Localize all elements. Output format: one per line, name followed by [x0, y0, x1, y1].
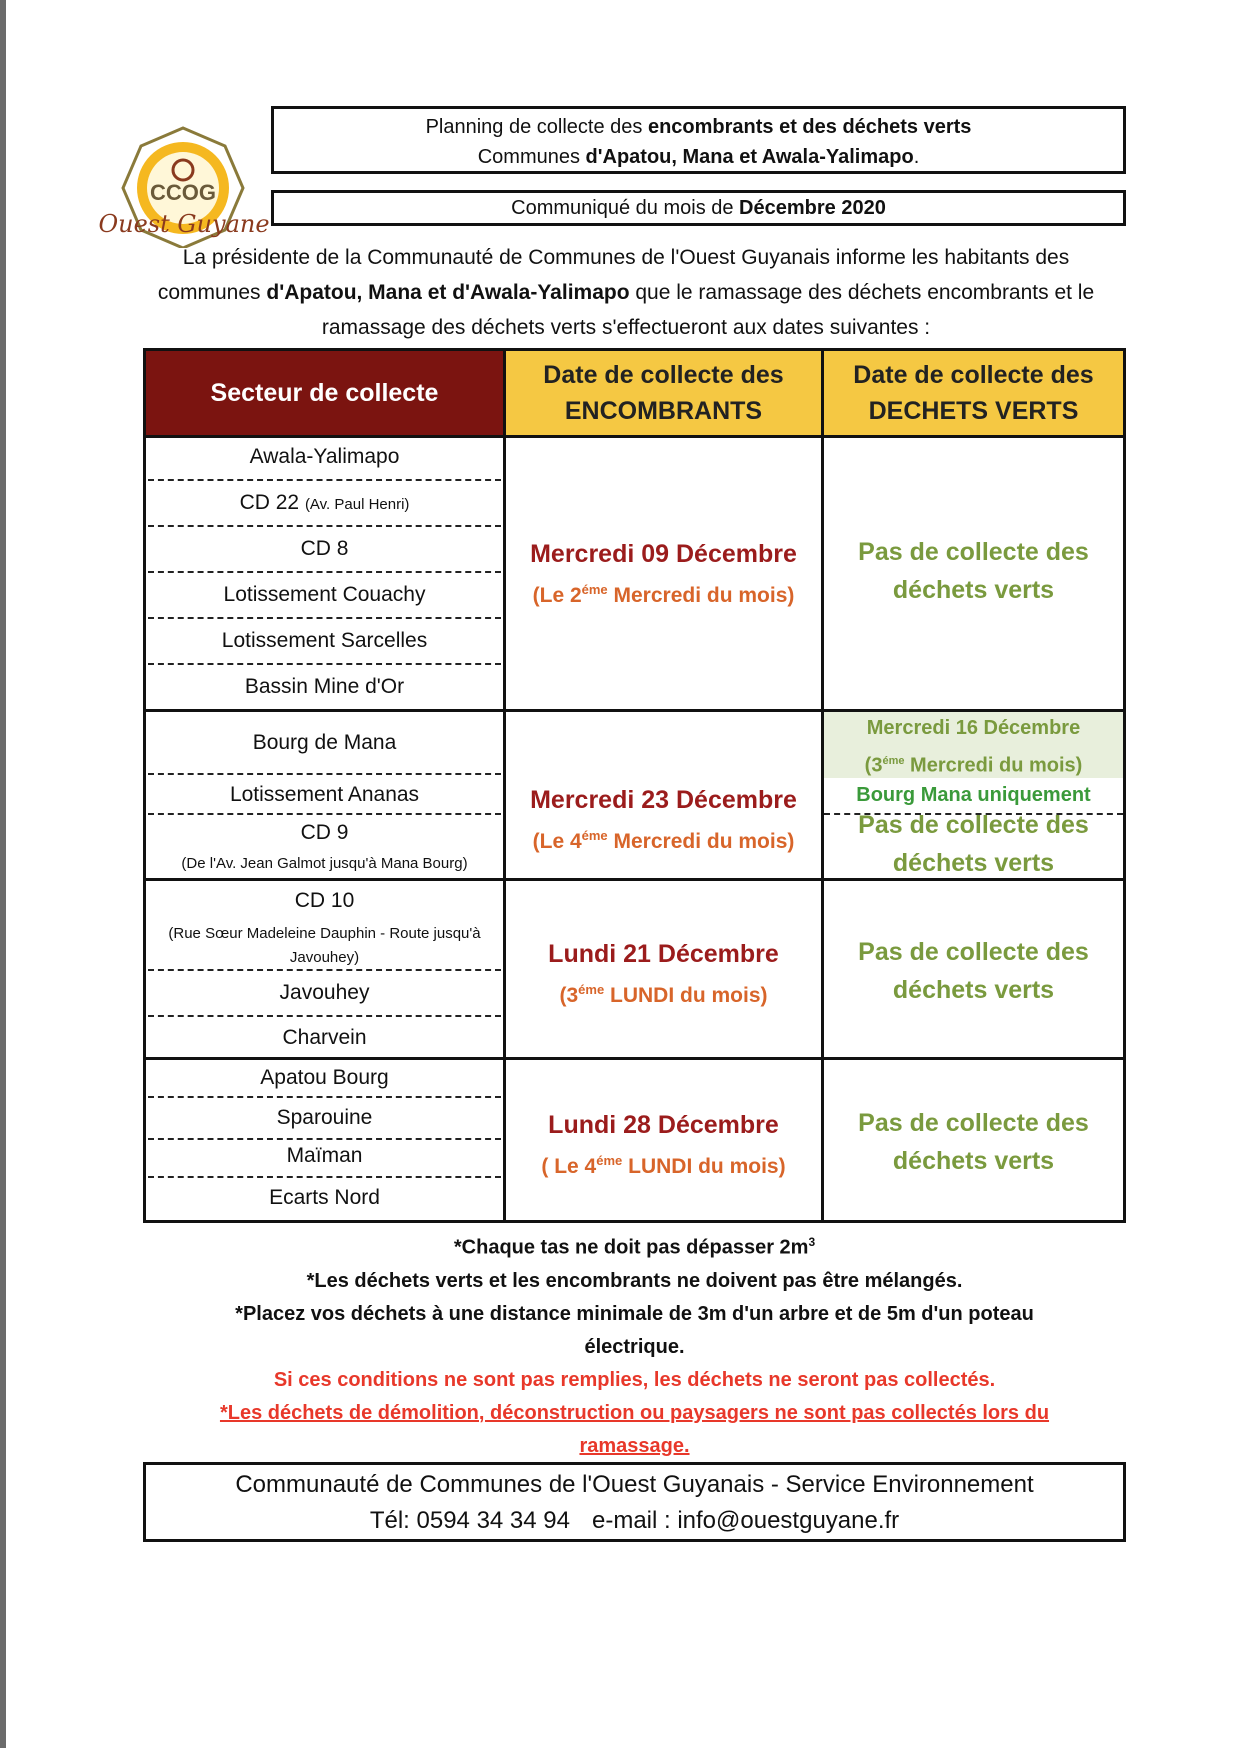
encombrants-date-group-4: Lundi 28 Décembre ( Le $4^{éme}$ LUNDI du mois) [541, 1111, 786, 1178]
document-page [6, 0, 1246, 1748]
sector-cd9-detail: (De l'Av. Jean Galmot jusqu'à Mana Bourg) [181, 855, 468, 872]
note-warning: Si ces conditions ne sont pas remplies, les déchets ne seront pas collectés. [273, 1368, 996, 1391]
header-encombrants: Date de collecte des ENCOMBRANTS [506, 351, 821, 435]
sector-cd22: CD 22 (Av. Paul Henri) [239, 491, 410, 514]
sector-awala-yalimapo: Awala-Yalimapo [249, 445, 400, 468]
sector-charvein: Charvein [282, 1026, 367, 1049]
encombrants-date-group-2: Mercredi 23 Décembre (Le $4^{éme}$ Mercredi du mois) [530, 786, 797, 853]
sector-ecarts-nord: Ecarts Nord [269, 1186, 380, 1209]
note-demolition-end: ramassage. [579, 1434, 690, 1457]
encombrants-date-group-3: Lundi 21 Décembre ($3^{éme}$ LUNDI du mois) [548, 940, 779, 1007]
title-line-2: Communes d'Apatou, Mana et Awala-Yalimapo. [477, 146, 920, 168]
sector-cd8: CD 8 [300, 537, 349, 560]
notes [143, 1226, 1126, 1463]
dechets-verts-special-scope: Bourg Mana uniquement [856, 784, 1091, 806]
sector-maiman: Maïman [286, 1144, 363, 1167]
footer-phone: Tél: 0594 34 34 94 [369, 1507, 570, 1534]
header-sector: Secteur de collecte [146, 351, 503, 435]
sector-lotissement-sarcelles: Lotissement Sarcelles [221, 629, 428, 652]
sector-apatou-bourg: Apatou Bourg [260, 1066, 389, 1089]
title-box [271, 106, 1126, 174]
note-no-mixing: *Les déchets verts et les encombrants ne doivent pas être mélangés. [306, 1269, 963, 1292]
sector-cd9: CD 9 [300, 821, 349, 844]
sector-javouhey: Javouhey [279, 981, 370, 1004]
note-distance-end: électrique. [584, 1335, 685, 1358]
logo-initials: CCOG [150, 180, 216, 205]
header-dechets-verts: Date de collecte des DECHETS VERTS [824, 351, 1123, 435]
note-distance: *Placez vos déchets à une distance minimale de 3m d'un arbre et de 5m d'un poteau [235, 1302, 1034, 1325]
dechets-verts-special-date: Mercredi 16 Décembre ($3^{éme}$ Mercredi du mois) [864, 717, 1083, 777]
dechets-verts-group-3: Pas de collecte des déchets verts [858, 938, 1089, 1004]
intro-paragraph: La présidente de la Communauté de Communes de l'Ouest Guyanais informe les habitants des communes d'Apatou, Mana et d'Awala-Yalimapo que le ramassage des déchets encombrants et le ramassage des déchets verts s'effectueront aux dates suivantes : [157, 246, 1095, 339]
sector-bourg-de-mana: Bourg de Mana [252, 731, 397, 754]
month-box: Communiqué du mois de Décembre 2020 [271, 190, 1126, 226]
footer-email[interactable]: e-mail : info@ouestguyane.fr [591, 1507, 900, 1534]
title-line-1: Planning de collecte des encombrants et des déchets verts [425, 116, 972, 138]
logo-caption: Ouest Guyane [98, 210, 270, 238]
note-volume: *Chaque tas ne doit pas dépasser $2m^3$ [453, 1235, 816, 1259]
sector-sparouine: Sparouine [276, 1106, 373, 1129]
encombrants-date-group-1: Mercredi 09 Décembre (Le $2^{éme}$ Mercredi du mois) [530, 540, 797, 607]
dechets-verts-group-1: Pas de collecte des déchets verts [858, 538, 1089, 604]
footer-organization: Communauté de Communes de l'Ouest Guyanais - Service Environnement [235, 1471, 1034, 1498]
collection-table [143, 348, 1126, 1223]
note-demolition: *Les déchets de démolition, déconstruction ou paysagers ne sont pas collectés lors du [219, 1401, 1050, 1424]
sector-cd10-detail: (Rue Sœur Madeleine Dauphin - Route jusqu'à [168, 925, 481, 942]
footer-contact [143, 1462, 1126, 1542]
dechets-verts-group-2: Pas de collecte des déchets verts [858, 811, 1089, 877]
sector-cd10-detail-2: Javouhey) [289, 949, 360, 966]
sector-lotissement-couachy: Lotissement Couachy [223, 583, 426, 606]
sector-bassin-mine-dor: Bassin Mine d'Or [244, 675, 405, 698]
sector-lotissement-ananas: Lotissement Ananas [229, 783, 420, 806]
sector-cd10: CD 10 [294, 889, 355, 912]
dechets-verts-group-4: Pas de collecte des déchets verts [858, 1109, 1089, 1175]
